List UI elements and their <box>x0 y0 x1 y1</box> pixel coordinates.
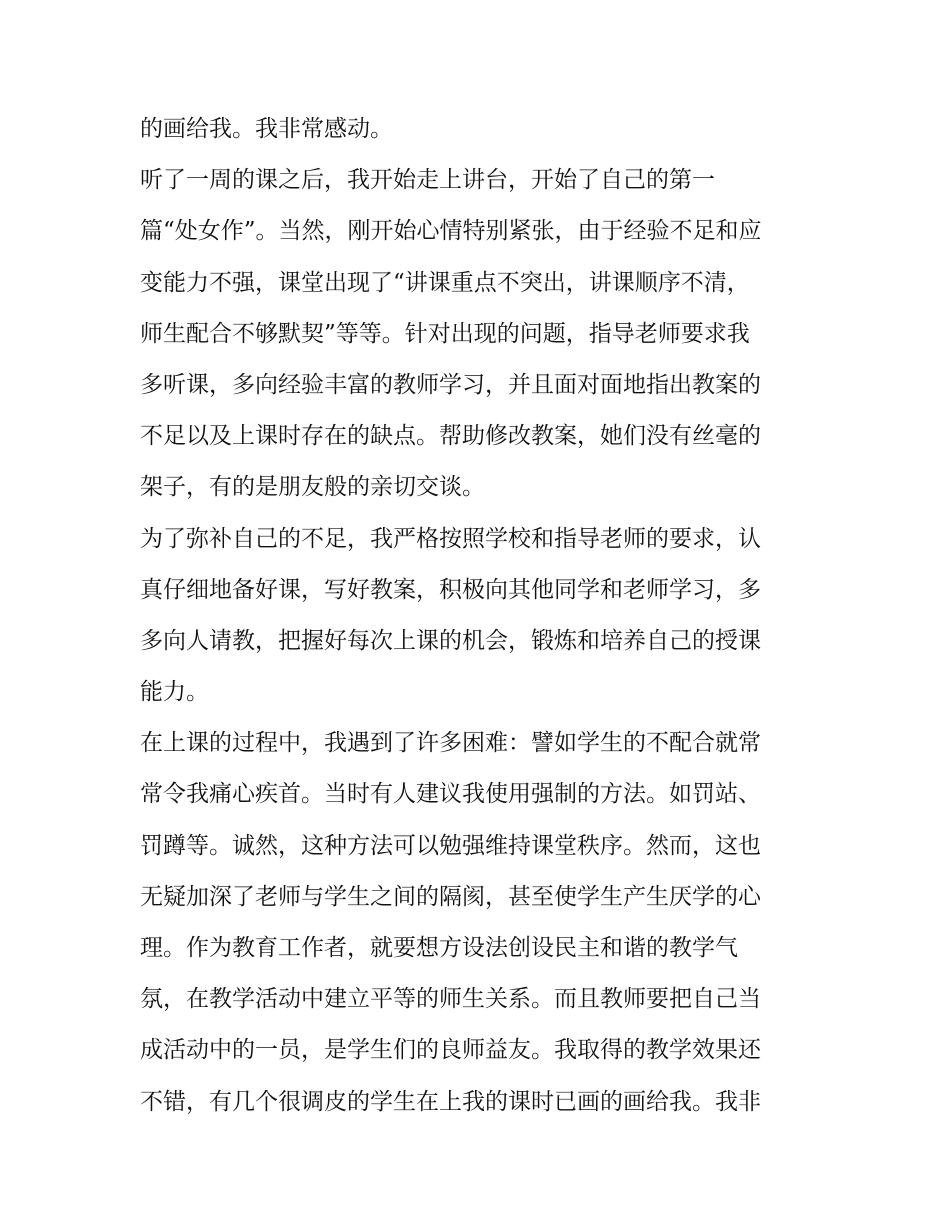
text-line: 常令我痛心疾首。当时有人建议我使用强制的方法。如罚站、 <box>140 781 761 808</box>
text-line: 架子，有的是朋友般的亲切交谈。 <box>140 474 485 501</box>
text-line: 不错，有几个很调皮的学生在上我的课时已画的画给我。我非 <box>140 1088 761 1115</box>
text-line: 罚蹲等。诚然，这种方法可以勉强维持课堂秩序。然而，这也 <box>140 832 761 859</box>
text-line: 不足以及上课时存在的缺点。帮助修改教案，她们没有丝毫的 <box>140 423 761 450</box>
text-line: 真仔细地备好课，写好教案，积极向其他同学和老师学习，多 <box>140 576 761 603</box>
text-line: 为了弥补自己的不足，我严格按照学校和指导老师的要求，认 <box>140 525 761 552</box>
text-line: 能力。 <box>140 679 209 706</box>
text-line: 无疑加深了老师与学生之间的隔阂，甚至使学生产生厌学的心 <box>140 883 761 910</box>
text-line: 听了一周的课之后，我开始走上讲台，开始了自己的第一 <box>140 167 715 194</box>
text-line: 多听课，多向经验丰富的教师学习，并且面对面地指出教案的 <box>140 371 761 398</box>
text-line: 变能力不强，课堂出现了“讲课重点不突出，讲课顺序不清， <box>140 269 750 296</box>
text-line: 氛，在教学活动中建立平等的师生关系。而且教师要把自己当 <box>140 986 761 1013</box>
text-line: 的画给我。我非常感动。 <box>140 116 393 142</box>
text-line: 师生配合不够默契”等等。针对出现的问题，指导老师要求我 <box>140 320 750 347</box>
document-body <box>140 104 820 1128</box>
text-line: 成活动中的一员，是学生们的良师益友。我取得的教学效果还 <box>140 1037 761 1064</box>
text-line: 多向人请教，把握好每次上课的机会，锻炼和培养自己的授课 <box>140 627 761 654</box>
text-line: 在上课的过程中，我遇到了许多困难：譬如学生的不配合就常 <box>140 730 761 757</box>
text-line: 理。作为教育工作者，就要想方设法创设民主和谐的教学气 <box>140 935 738 961</box>
text-line: 篇“处女作”。当然，刚开始心情特别紧张，由于经验不足和应 <box>140 218 762 245</box>
